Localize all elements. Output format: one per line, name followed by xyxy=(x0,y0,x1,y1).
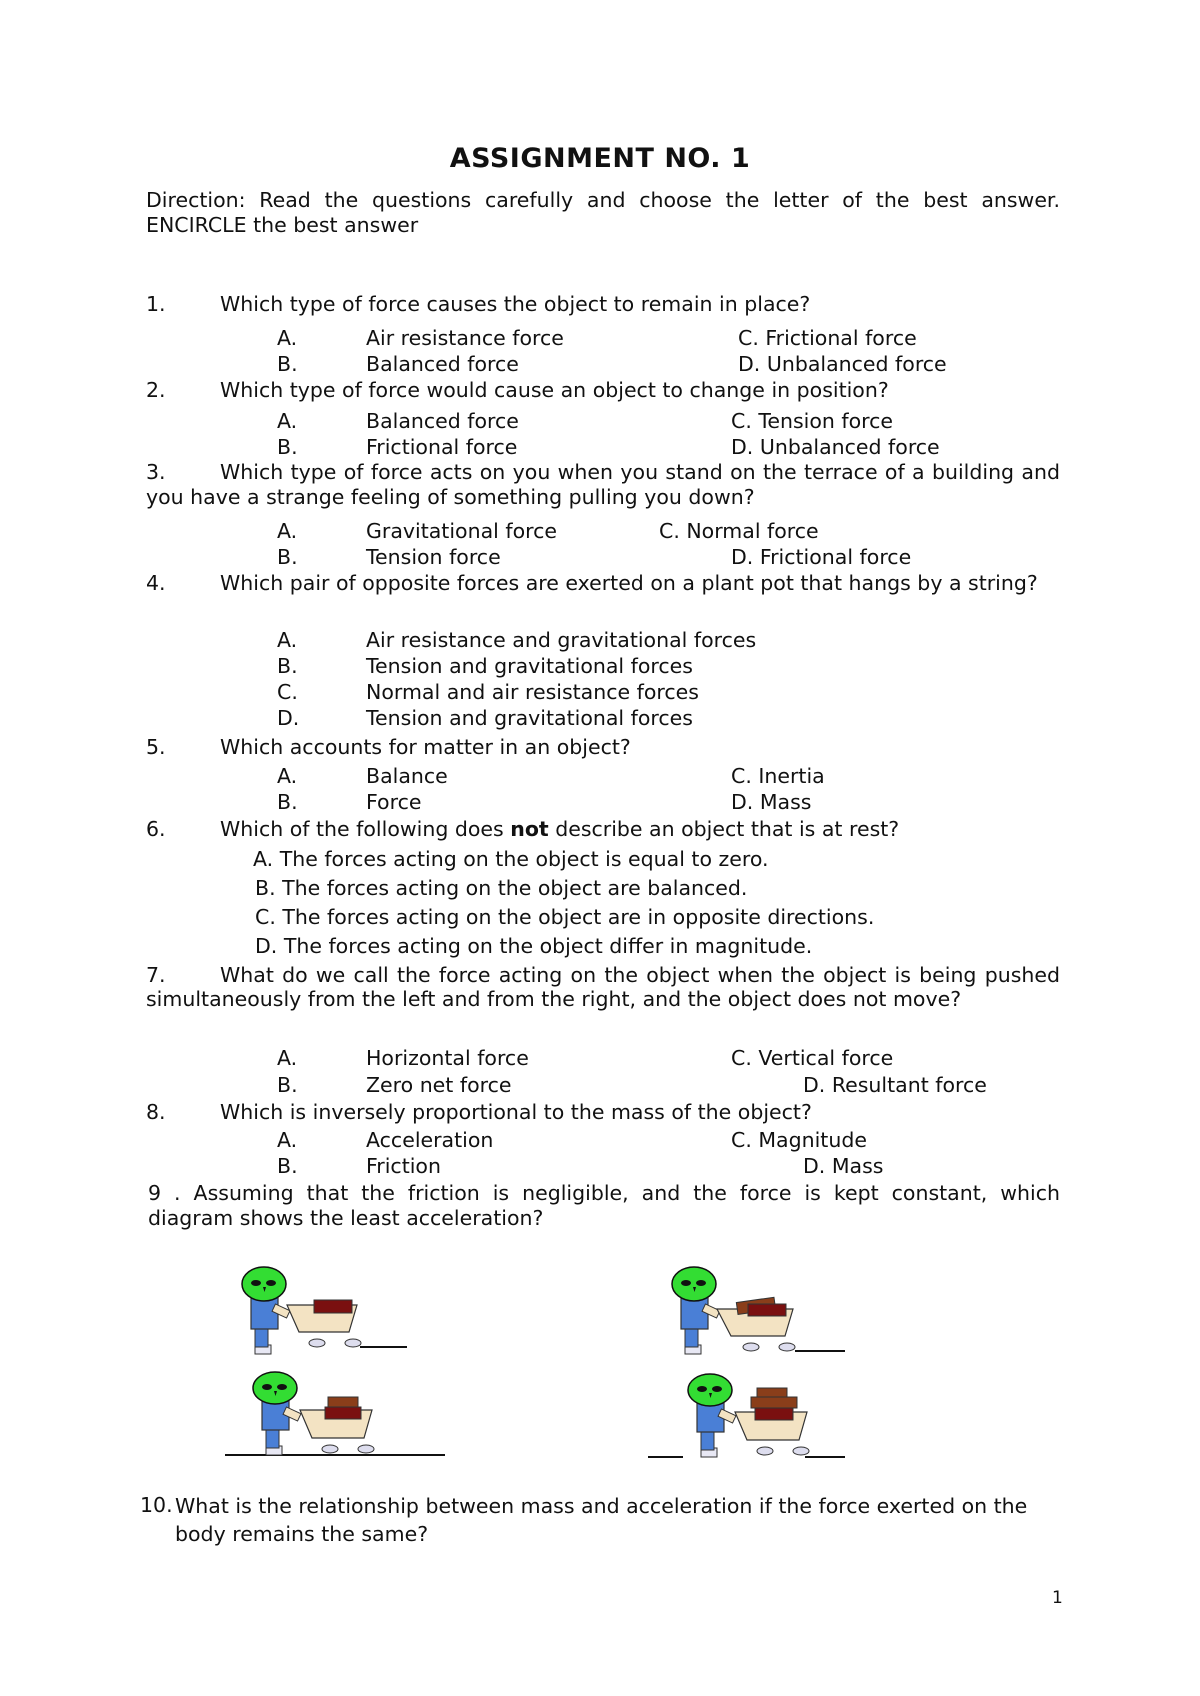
option-text: C. Inertia xyxy=(731,764,825,788)
question-text: What do we call the force acting on the object when the object is being pushed simultaneously from the left and from the right, and the object does not move? xyxy=(146,963,1060,1011)
page-number: 1 xyxy=(1052,1588,1063,1608)
question-text: Which type of force causes the object to remain in place? xyxy=(220,292,811,316)
option-text: Frictional force xyxy=(366,435,518,459)
option-text: Balance xyxy=(366,764,448,788)
option-text: C. Magnitude xyxy=(731,1128,867,1152)
option-text: D. Mass xyxy=(803,1154,884,1178)
diagram-two-bricks[interactable] xyxy=(655,1265,855,1360)
option-text: Balanced force xyxy=(366,409,519,433)
option-text: Tension and gravitational forces xyxy=(366,706,693,730)
option-text: D. Mass xyxy=(731,790,812,814)
option-letter: A. xyxy=(277,628,298,652)
option-text: Tension and gravitational forces xyxy=(366,654,693,678)
option-letter: C. xyxy=(277,680,298,704)
option-letter: B. xyxy=(277,1073,298,1097)
question-text: Which is inversely proportional to the mass of the object? xyxy=(220,1100,812,1124)
option-letter: A. xyxy=(277,409,298,433)
option-text: D. Frictional force xyxy=(731,545,912,569)
question-number: 1. xyxy=(146,292,166,316)
page-title: ASSIGNMENT NO. 1 xyxy=(449,143,751,174)
question-number: 8. xyxy=(146,1100,166,1124)
diagram-one-brick[interactable] xyxy=(225,1265,415,1360)
option-text: Normal and air resistance forces xyxy=(366,680,699,704)
option-text: B. The forces acting on the object are balanced. xyxy=(255,876,748,900)
option-text: Friction xyxy=(366,1154,441,1178)
option-text: Tension force xyxy=(366,545,501,569)
question-text: Which accounts for matter in an object? xyxy=(220,735,631,759)
diagram-three-bricks[interactable] xyxy=(220,1370,445,1460)
question-number: 10. xyxy=(140,1493,173,1517)
diagram-four-bricks[interactable] xyxy=(645,1370,855,1462)
option-letter: B. xyxy=(277,352,298,376)
option-text: Zero net force xyxy=(366,1073,512,1097)
option-text: C. Frictional force xyxy=(738,326,917,350)
question-text: . Assuming that the friction is negligible, and the force is kept constant, which diagram shows the least acceleration? xyxy=(148,1181,1060,1230)
option-text: C. Tension force xyxy=(731,409,894,433)
option-letter: A. xyxy=(277,1128,298,1152)
question-number: 7. xyxy=(146,963,166,987)
option-text: Air resistance and gravitational forces xyxy=(366,628,757,652)
question-number: 2. xyxy=(146,378,166,402)
option-text: A. The forces acting on the object is equal to zero. xyxy=(253,847,769,871)
direction-text: Direction: Read the questions carefully and choose the letter of the best answer. ENCIRCLE the best answer xyxy=(146,188,1060,237)
option-text: Horizontal force xyxy=(366,1046,529,1070)
option-letter: D. xyxy=(277,706,300,730)
option-text: Gravitational force xyxy=(366,519,557,543)
option-text: D. Unbalanced force xyxy=(731,435,940,459)
option-text: Balanced force xyxy=(366,352,519,376)
question-text: What is the relationship between mass and acceleration if the force exerted on the body remains the same? xyxy=(175,1494,1028,1546)
question-text: Which pair of opposite forces are exerted on a plant pot that hangs by a string? xyxy=(220,571,1038,595)
option-letter: A. xyxy=(277,326,298,350)
option-text: D. Unbalanced force xyxy=(738,352,947,376)
question-text: Which type of force would cause an object to change in position? xyxy=(220,378,889,402)
option-letter: B. xyxy=(277,545,298,569)
option-text: D. Resultant force xyxy=(803,1073,987,1097)
option-letter: A. xyxy=(277,519,298,543)
option-text: Force xyxy=(366,790,422,814)
question-text: Which type of force acts on you when you stand on the terrace of a building and you have a strange feeling of something pulling you down? xyxy=(146,460,1060,509)
option-letter: B. xyxy=(277,790,298,814)
option-text: D. The forces acting on the object differ in magnitude. xyxy=(255,934,813,958)
question-text: Which of the following does not describe an object that is at rest? xyxy=(220,817,900,841)
question-number: 9 xyxy=(148,1181,162,1205)
question-block xyxy=(146,963,1060,1011)
option-text: C. The forces acting on the object are in opposite directions. xyxy=(255,905,875,929)
option-text: Acceleration xyxy=(366,1128,494,1152)
option-letter: A. xyxy=(277,764,298,788)
option-letter: A. xyxy=(277,1046,298,1070)
question-number: 4. xyxy=(146,571,166,595)
question-block xyxy=(148,1181,1060,1231)
question-number: 6. xyxy=(146,817,166,841)
option-letter: B. xyxy=(277,1154,298,1178)
option-text: Air resistance force xyxy=(366,326,564,350)
option-letter: B. xyxy=(277,435,298,459)
option-text: C. Normal force xyxy=(659,519,819,543)
question-block xyxy=(146,571,1060,596)
question-number: 5. xyxy=(146,735,166,759)
question-block xyxy=(146,460,1060,510)
option-letter: B. xyxy=(277,654,298,678)
question-number: 3. xyxy=(146,460,166,484)
option-text: C. Vertical force xyxy=(731,1046,894,1070)
emphasis-not: not xyxy=(510,817,549,841)
